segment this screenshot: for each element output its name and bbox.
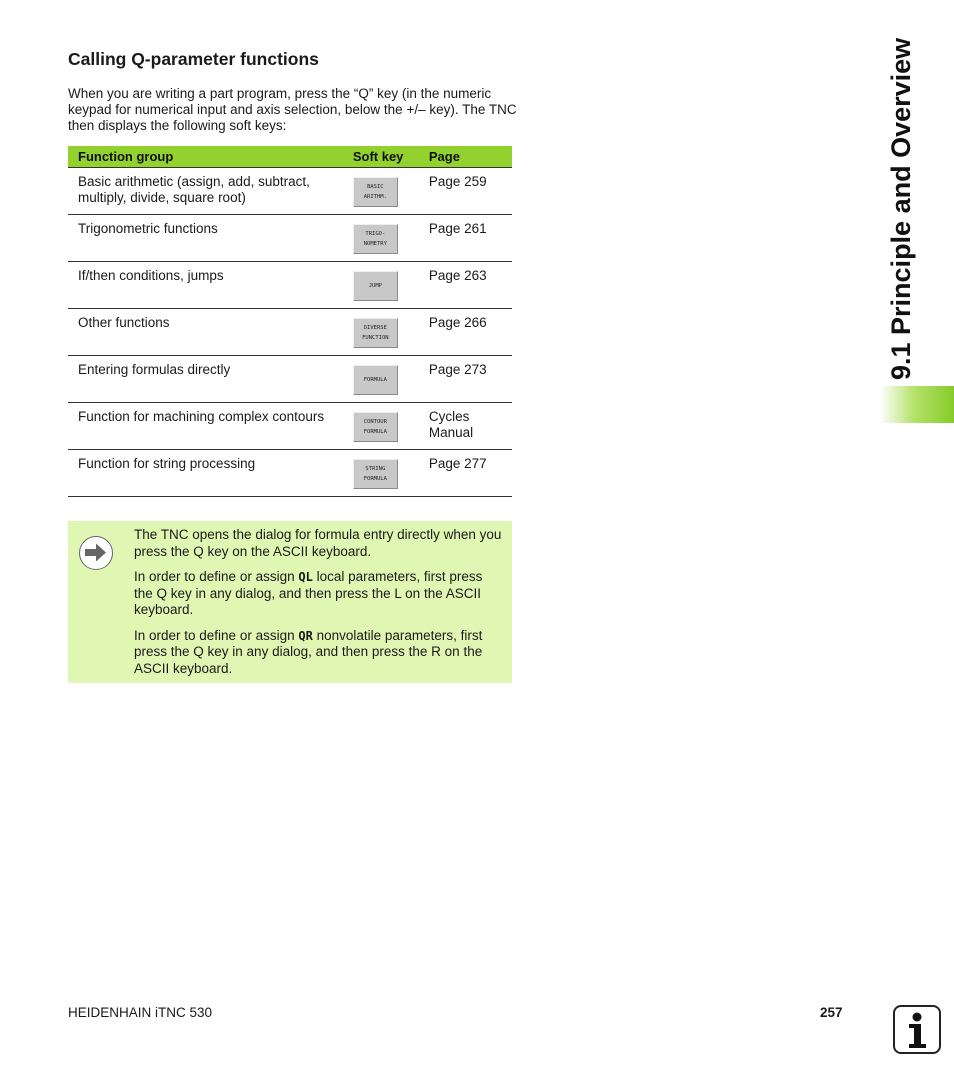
page-cell: Page 273 xyxy=(427,356,512,403)
softkey-trigonometry[interactable]: TRIGO- NOMETRY xyxy=(353,224,398,254)
note-box xyxy=(68,521,512,683)
chapter-side-title: 9.1 Principle and Overview xyxy=(886,37,916,380)
function-table xyxy=(68,146,512,497)
softkey-jump[interactable]: JUMP xyxy=(353,271,398,301)
table-row xyxy=(68,215,512,262)
note-paragraph-1: The TNC opens the dialog for formula entry directly when you press the Q key on the ASCII keyboard. xyxy=(134,527,502,559)
softkey-basic-arithm[interactable]: BASIC ARITHM. xyxy=(353,177,398,207)
header-page: Page xyxy=(427,146,512,168)
table-row xyxy=(68,403,512,450)
table-row xyxy=(68,262,512,309)
function-group-cell: Entering formulas directly xyxy=(68,356,345,403)
function-group-cell: If/then conditions, jumps xyxy=(68,262,345,309)
arrow-right-icon xyxy=(79,536,113,570)
softkey-string-formula[interactable]: STRING FORMULA xyxy=(353,459,398,489)
page-cell: Page 277 xyxy=(427,450,512,497)
intro-paragraph: When you are writing a part program, press the “Q” key (in the numeric keypad for numerical input and axis selection, below the +/– key). The TNC then displays the following soft keys: xyxy=(68,86,517,133)
header-soft-key: Soft key xyxy=(345,146,427,168)
note-paragraph-2: In order to define or assign QL local parameters, first press the Q key in any dialog, and then press the L on the ASCII keyboard. xyxy=(134,569,483,617)
softkey-contour-formula[interactable]: CONTOUR FORMULA xyxy=(353,412,398,442)
page-cell: Cycles Manual xyxy=(427,403,512,450)
function-group-cell: Basic arithmetic (assign, add, subtract, multiply, divide, square root) xyxy=(68,168,345,215)
table-header-row xyxy=(68,146,512,168)
table-row xyxy=(68,309,512,356)
table-row xyxy=(68,450,512,497)
function-group-cell: Other functions xyxy=(68,309,345,356)
function-group-cell: Function for machining complex contours xyxy=(68,403,345,450)
softkey-formula[interactable]: FORMULA xyxy=(353,365,398,395)
function-group-cell: Trigonometric functions xyxy=(68,215,345,262)
note-text xyxy=(134,527,504,686)
chapter-tab-band xyxy=(880,386,954,423)
section-heading: Calling Q-parameter functions xyxy=(68,49,319,69)
info-icon xyxy=(893,1005,941,1054)
note-paragraph-3: In order to define or assign QR nonvolatile parameters, first press the Q key in any dialog, and then press the R on the ASCII keyboard. xyxy=(134,627,483,676)
header-function-group: Function group xyxy=(68,146,345,168)
softkey-diverse-function[interactable]: DIVERSE FUNCTION xyxy=(353,318,398,348)
page-cell: Page 261 xyxy=(427,215,512,262)
page-number: 257 xyxy=(820,1005,843,1020)
function-group-cell: Function for string processing xyxy=(68,450,345,497)
page-cell: Page 266 xyxy=(427,309,512,356)
table-row xyxy=(68,168,512,215)
table-row xyxy=(68,356,512,403)
footer-manual-name: HEIDENHAIN iTNC 530 xyxy=(68,1005,213,1020)
page-cell: Page 259 xyxy=(427,168,512,215)
page-cell: Page 263 xyxy=(427,262,512,309)
